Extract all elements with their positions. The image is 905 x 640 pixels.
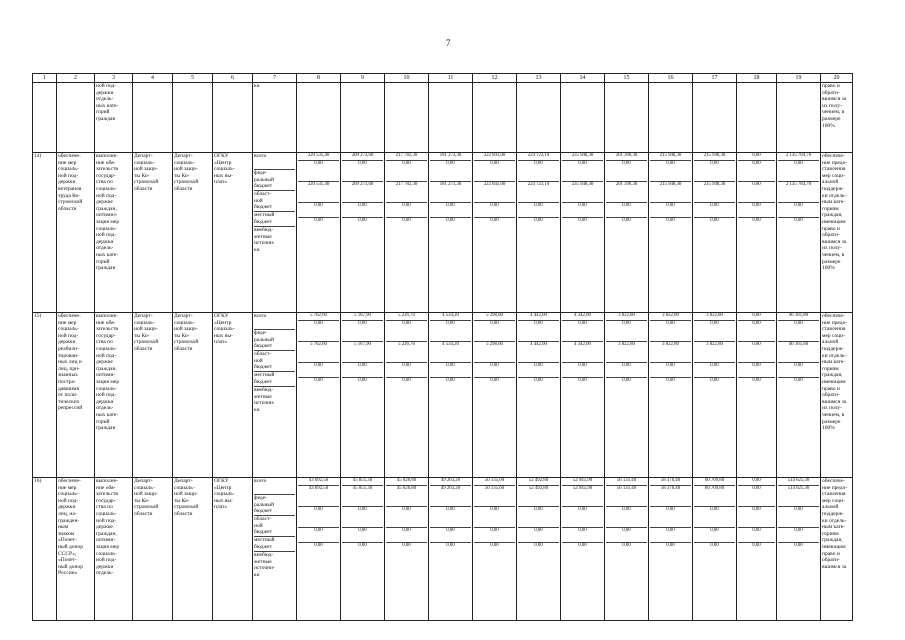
- amount-value: 0,00: [342, 320, 383, 341]
- amount-value: 0,00: [298, 377, 339, 390]
- funding-source-label: феде- ральный бюджет: [254, 169, 295, 190]
- column-number-cell: 8: [297, 74, 341, 83]
- amount-value: 181 273,30: [439, 153, 462, 158]
- amount-cell: [649, 313, 693, 478]
- amount-cell: [297, 478, 341, 621]
- amount-value: 0,00: [298, 320, 339, 341]
- amount-cell: [777, 153, 821, 313]
- amount-value: 0,00: [778, 362, 819, 377]
- amount-value: 0,00: [342, 377, 383, 390]
- amount-value: 0,00: [752, 153, 761, 158]
- amount-value: 209 273,60: [351, 153, 374, 158]
- amount-value: 0,00: [386, 160, 427, 181]
- amount-value: 0,00: [518, 527, 559, 542]
- amount-value: 60 709,80: [704, 478, 725, 483]
- amount-cell: [693, 478, 737, 621]
- amount-value: 0,00: [562, 542, 603, 555]
- column-number-cell: 2: [57, 74, 95, 83]
- amount-value: 0,00: [298, 362, 339, 377]
- participant-cell: ОГКУ «Центр социаль- ных вы- плат»: [213, 313, 253, 478]
- amount-value: 0,00: [606, 527, 647, 542]
- amount-value: 46 181,80: [788, 313, 809, 318]
- amount-value: 43 092,50: [298, 485, 339, 506]
- amount-value: 0,00: [386, 320, 427, 341]
- amount-value: 4 342,00: [574, 313, 591, 318]
- amount-value: 5 298,00: [474, 341, 515, 362]
- amount-value: 0,00: [474, 217, 515, 230]
- amount-value: 0,00: [342, 160, 383, 181]
- column-number-cell: 1: [33, 74, 57, 83]
- amount-value: 0,00: [562, 202, 603, 217]
- amount-cell: [385, 313, 429, 478]
- amount-value: 0,00: [518, 506, 559, 527]
- column-number-cell: 7: [253, 74, 297, 83]
- amount-value: 0,00: [474, 506, 515, 527]
- amount-value: 514 625,30: [778, 485, 819, 506]
- amount-value: 201 390,30: [606, 181, 647, 202]
- amount-value: 0,00: [738, 542, 775, 555]
- amount-value: 0,00: [298, 202, 339, 217]
- amount-value: 0,00: [474, 362, 515, 377]
- amount-cell: [473, 478, 517, 621]
- table-row: [33, 478, 853, 621]
- amount-value: 0,00: [650, 506, 691, 527]
- funding-source-label: област- ной бюджет: [254, 515, 295, 536]
- amount-value: 0,00: [694, 320, 735, 341]
- amount-value: 5 167,90: [342, 341, 383, 362]
- amount-value: 0,00: [738, 362, 775, 377]
- amount-value: 0,00: [430, 377, 471, 390]
- amount-cell: [385, 153, 429, 313]
- amount-value: 49 263,20: [430, 485, 471, 506]
- participant-cell: ОГКУ «Центр социаль- ных вы- плат»: [213, 478, 253, 621]
- funding-source-label: внебюд- жетные источни- ки: [254, 386, 295, 413]
- funding-source-label: внебюд- жетные источни- ки: [254, 551, 295, 578]
- measure-name-cell: обеспече- ние мер социаль- ной под- держки ветеранов труда Ко- стромской области: [57, 153, 95, 313]
- amount-value: 0,00: [342, 362, 383, 377]
- amount-cell: [561, 478, 605, 621]
- amount-value: 215 948,30: [694, 181, 735, 202]
- amount-value: 0,00: [562, 320, 603, 341]
- amount-value: 0,00: [606, 542, 647, 555]
- goal-cell: выполне- ние обя- зательств государ- ства по социаль- ной под- держке граждан, оптимиз- зация мер социаль- ной под- держки отдель- ных кате- горий граждан: [95, 153, 133, 313]
- column-number-cell: 18: [737, 74, 777, 83]
- amount-value: 3 822,80: [606, 341, 647, 362]
- amount-value: 222 841,00: [483, 153, 506, 158]
- amount-value: 0,00: [778, 320, 819, 341]
- amount-cell: [693, 313, 737, 478]
- amount-value: 49 263,20: [440, 478, 461, 483]
- amount-value: 0,00: [342, 527, 383, 542]
- amount-value: 235 948,30: [571, 153, 594, 158]
- amount-value: 4 442,00: [530, 313, 547, 318]
- amount-cell: [429, 478, 473, 621]
- amount-value: 0,00: [298, 542, 339, 555]
- amount-value: 0,00: [738, 377, 775, 390]
- amount-value: 50 135,60: [474, 485, 515, 506]
- amount-cell: [693, 153, 737, 313]
- amount-value: 514 625,30: [787, 478, 810, 483]
- amount-cell: [341, 313, 385, 478]
- amount-value: 0,00: [518, 202, 559, 217]
- amount-cell: [429, 313, 473, 478]
- amount-value: 0,00: [386, 377, 427, 390]
- amount-cell: [737, 153, 777, 313]
- expected-result-cell: обеспече- ние предо- ставления мер соци- альной поддерж- ки отдель- ным кате- гориям граждан, имеющим право и обрати- вшимся за их полу- чением, в размере 100%: [821, 313, 853, 478]
- amount-value: 5 702,60: [298, 341, 339, 362]
- amount-value: 0,00: [738, 527, 775, 542]
- amount-value: 0,00: [694, 217, 735, 230]
- amount-value: 224 723,10: [527, 153, 550, 158]
- amount-value: 0,00: [562, 506, 603, 527]
- amount-value: 2 135 784,70: [785, 153, 812, 158]
- amount-value: 52 945,90: [572, 478, 593, 483]
- amount-cell: [341, 153, 385, 313]
- funding-source-cell: [253, 153, 297, 313]
- table-row: [33, 313, 853, 478]
- participant-cell: ОГКУ «Центр социаль- ных вы- плат»: [213, 153, 253, 313]
- amount-value: 45 851,30: [342, 485, 383, 506]
- amount-value: 5 298,00: [486, 313, 503, 318]
- row-number-cell: 14): [33, 153, 57, 313]
- column-number-cell: 13: [517, 74, 561, 83]
- amount-value: 181 273,30: [430, 181, 471, 202]
- amount-value: 235 948,30: [562, 181, 603, 202]
- amount-value: 5 702,60: [310, 313, 327, 318]
- amount-value: 0,00: [518, 362, 559, 377]
- amount-cell: [561, 153, 605, 313]
- amount-value: 0,00: [474, 527, 515, 542]
- amount-value: 0,00: [430, 506, 471, 527]
- amount-value: 3 822,80: [706, 313, 723, 318]
- amount-value: 217 782,30: [395, 153, 418, 158]
- funding-source-label: феде- ральный бюджет: [254, 494, 295, 515]
- amount-cell: [561, 313, 605, 478]
- amount-cell: [517, 313, 561, 478]
- amount-value: 0,00: [778, 506, 819, 527]
- amount-value: 0,00: [518, 377, 559, 390]
- measure-name-cell: обеспече- ние мер социаль- ной под- держки реабили- тирован- ных лиц и лиц, при- знанных постра- давшими от поли- тических репрессий: [57, 313, 95, 478]
- amount-value: 215 948,30: [650, 181, 691, 202]
- amount-value: 0,00: [606, 160, 647, 181]
- amount-value: 0,00: [298, 160, 339, 181]
- amount-value: 0,00: [298, 527, 339, 542]
- amount-value: 0,00: [430, 542, 471, 555]
- coexecutor-cell: Департ- социаль- ной защи- ты Ко- стромской области: [173, 478, 213, 621]
- amount-value: 0,00: [386, 217, 427, 230]
- column-number-cell: 14: [561, 74, 605, 83]
- amount-value: 209 273,60: [342, 181, 383, 202]
- amount-value: 4 342,00: [562, 341, 603, 362]
- amount-value: 0,00: [474, 542, 515, 555]
- amount-cell: [737, 313, 777, 478]
- column-number-cell: 6: [213, 74, 253, 83]
- funding-source-cell: [253, 478, 297, 621]
- amount-value: 0,00: [778, 377, 819, 390]
- amount-value: 0,00: [430, 217, 471, 230]
- amount-value: 0,00: [298, 506, 339, 527]
- amount-value: 0,00: [778, 542, 819, 555]
- column-number-cell: 11: [429, 74, 473, 83]
- amount-value: 0,00: [606, 202, 647, 217]
- amount-value: 0,00: [650, 202, 691, 217]
- amount-value: 0,00: [738, 506, 775, 527]
- responsible-cell: Департ- социаль- ной защи- ты Ко- стромской области: [133, 313, 173, 478]
- amount-value: 0,00: [694, 542, 735, 555]
- amount-cell: [777, 313, 821, 478]
- amount-value: 4 442,00: [518, 341, 559, 362]
- amount-value: 52 492,80: [528, 478, 549, 483]
- amount-value: 0,00: [778, 160, 819, 181]
- amount-value: 0,00: [518, 542, 559, 555]
- amount-value: 0,00: [738, 202, 775, 217]
- measure-name-cell: обеспече- ние мер социаль- ной под- держки лиц, на- гражден- ным знаком «Почет- ный донор СССР», «Почет- ный донор России»: [57, 478, 95, 621]
- amount-cell: [297, 313, 341, 478]
- amount-value: 0,00: [778, 527, 819, 542]
- funding-source-label: област- ной бюджет: [254, 190, 295, 211]
- amount-value: 60 709,80: [694, 485, 735, 506]
- amount-cell: [605, 313, 649, 478]
- expected-result-cell: обеспече- ние предо- ставления мер соци- альной поддерж- ки отдель- ным кате- гориям граждан, имеющим право и обрати- вшимся за их полу- чением, в размере 100%: [821, 153, 853, 313]
- amount-value: 0,00: [562, 160, 603, 181]
- amount-cell: [341, 478, 385, 621]
- row-number-cell: 15): [33, 313, 57, 478]
- amount-value: 0,00: [694, 377, 735, 390]
- amount-value: 0,00: [562, 527, 603, 542]
- amount-value: 0,00: [430, 527, 471, 542]
- amount-value: 224 723,10: [518, 181, 559, 202]
- amount-value: 217 782,30: [386, 181, 427, 202]
- amount-value: 0,00: [342, 217, 383, 230]
- amount-value: 0,00: [386, 362, 427, 377]
- amount-value: 58 376,40: [660, 478, 681, 483]
- amount-value: 0,00: [694, 362, 735, 377]
- amount-cell: [385, 478, 429, 621]
- amount-value: 0,00: [474, 160, 515, 181]
- amount-value: 0,00: [474, 377, 515, 390]
- amount-value: 52 945,90: [562, 485, 603, 506]
- funding-source-label: местный бюджет: [254, 371, 295, 386]
- amount-value: 2 135 784,70: [778, 181, 819, 202]
- amount-value: 0,00: [474, 320, 515, 341]
- coexecutor-cell: Департ- социаль- ной защи- ты Ко- стромской области: [173, 313, 213, 478]
- amount-value: 201 390,30: [615, 153, 638, 158]
- amount-cell: [605, 478, 649, 621]
- amount-value: 45 626,80: [396, 478, 417, 483]
- goal-cell: выполне- ние обя- зательств государ- ства по социаль- ной под- держке граждан, оптими- зация мер социаль- ной под- держки отдель-: [95, 478, 133, 621]
- amount-cell: [517, 153, 561, 313]
- amount-value: 0,00: [562, 217, 603, 230]
- amount-value: 56 131,40: [616, 478, 637, 483]
- amount-value: 0,00: [342, 542, 383, 555]
- funding-source-label: всего: [254, 153, 267, 159]
- amount-value: 0,00: [778, 202, 819, 217]
- amount-value: 0,00: [650, 377, 691, 390]
- amount-cell: [517, 478, 561, 621]
- amount-value: 0,00: [562, 362, 603, 377]
- amount-value: 0,00: [474, 202, 515, 217]
- funding-source-label: област- ной бюджет: [254, 350, 295, 371]
- amount-value: 0,00: [342, 202, 383, 217]
- column-number-cell: 19: [777, 74, 821, 83]
- expected-result-cell: обеспече- ние предо- ставления мер соци- альной поддерж- ки отдель- ным кате- гориям граждан, имеющим право и обрати- вшимся за: [821, 478, 853, 621]
- amount-value: 3 822,80: [694, 341, 735, 362]
- amount-value: 0,00: [738, 181, 775, 202]
- amount-cell: [649, 478, 693, 621]
- column-number-cell: 16: [649, 74, 693, 83]
- amount-value: 215 948,30: [659, 153, 682, 158]
- amount-value: 220 535,40: [307, 153, 330, 158]
- funding-source-label: феде- ральный бюджет: [254, 329, 295, 350]
- amount-value: 58 376,40: [650, 485, 691, 506]
- amount-value: 0,00: [606, 217, 647, 230]
- amount-value: 0,00: [518, 320, 559, 341]
- amount-value: 0,00: [694, 506, 735, 527]
- amount-value: 5 167,90: [354, 313, 371, 318]
- amount-value: 0,00: [650, 320, 691, 341]
- column-number-cell: 4: [133, 74, 173, 83]
- column-number-cell: 5: [173, 74, 213, 83]
- amount-value: 5 226,70: [386, 341, 427, 362]
- funding-source-cell: [253, 313, 297, 478]
- amount-value: 0,00: [650, 160, 691, 181]
- amount-value: 0,00: [606, 362, 647, 377]
- continuation-goal-cell: ной под- держки отдель- ных кате- горий граждан: [95, 83, 133, 153]
- program-measures-table: [32, 73, 853, 621]
- amount-value: 0,00: [694, 527, 735, 542]
- amount-value: 3 822,80: [650, 341, 691, 362]
- column-number-cell: 9: [341, 74, 385, 83]
- amount-value: 0,00: [606, 506, 647, 527]
- amount-value: 215 948,30: [703, 153, 726, 158]
- amount-cell: [473, 153, 517, 313]
- amount-value: 46 181,80: [778, 341, 819, 362]
- funding-source-label: всего: [254, 313, 267, 319]
- amount-value: 50 135,60: [484, 478, 505, 483]
- amount-value: 0,00: [738, 160, 775, 181]
- amount-value: 45 626,80: [386, 485, 427, 506]
- amount-value: 0,00: [386, 506, 427, 527]
- amount-value: 0,00: [738, 320, 775, 341]
- amount-value: 0,00: [650, 362, 691, 377]
- amount-value: 0,00: [752, 478, 761, 483]
- amount-value: 0,00: [298, 217, 339, 230]
- amount-value: 0,00: [650, 217, 691, 230]
- amount-value: 0,00: [650, 542, 691, 555]
- amount-value: 5 226,70: [398, 313, 415, 318]
- amount-value: 222 841,00: [474, 181, 515, 202]
- funding-source-label: всего: [254, 478, 267, 484]
- amount-value: 0,00: [752, 313, 761, 318]
- amount-value: 3 822,80: [662, 313, 679, 318]
- amount-value: 0,00: [518, 160, 559, 181]
- continuation-row: [33, 83, 853, 153]
- amount-value: 52 492,80: [518, 485, 559, 506]
- amount-value: 0,00: [778, 217, 819, 230]
- amount-value: 0,00: [430, 320, 471, 341]
- amount-value: 0,00: [650, 527, 691, 542]
- amount-cell: [777, 478, 821, 621]
- amount-value: 0,00: [562, 377, 603, 390]
- amount-value: 220 535,40: [298, 181, 339, 202]
- amount-value: 0,00: [430, 160, 471, 181]
- amount-value: 4 534,20: [430, 341, 471, 362]
- amount-cell: [649, 153, 693, 313]
- amount-value: 0,00: [430, 362, 471, 377]
- amount-value: 0,00: [738, 485, 775, 506]
- funding-source-label: местный бюджет: [254, 536, 295, 551]
- column-number-cell: 17: [693, 74, 737, 83]
- amount-value: 0,00: [386, 527, 427, 542]
- column-number-cell: 10: [385, 74, 429, 83]
- table-row: [33, 153, 853, 313]
- amount-value: 43 092,50: [308, 478, 329, 483]
- amount-cell: [737, 478, 777, 621]
- goal-cell: выполне- ние обя- зательств государ- ства по социаль- ной под- держке граждан, оптими- зация мер социаль- ной под- держки отдель- ных кате- горий граждан: [95, 313, 133, 478]
- amount-value: 0,00: [738, 217, 775, 230]
- amount-value: 0,00: [342, 506, 383, 527]
- column-number-row: [33, 74, 853, 83]
- amount-cell: [605, 153, 649, 313]
- responsible-cell: Департ- социаль- ной защи- ты Ко- стромской области: [133, 478, 173, 621]
- row-number-cell: 16): [33, 478, 57, 621]
- amount-value: 0,00: [606, 320, 647, 341]
- amount-value: 56 131,40: [606, 485, 647, 506]
- column-number-cell: 3: [95, 74, 133, 83]
- amount-value: 0,00: [606, 377, 647, 390]
- amount-value: 0,00: [386, 202, 427, 217]
- responsible-cell: Департ- социаль- ной защи- ты Ко- стромской области: [133, 153, 173, 313]
- continuation-result-cell: право и обрати- вшимся за их полу- чением, в размере 100%: [821, 83, 853, 153]
- funding-source-label: внебюд- жетные источни- ки: [254, 226, 295, 253]
- amount-value: 0,00: [386, 542, 427, 555]
- amount-value: 0,00: [518, 217, 559, 230]
- amount-cell: [429, 153, 473, 313]
- amount-cell: [297, 153, 341, 313]
- column-number-cell: 12: [473, 74, 517, 83]
- funding-source-label: местный бюджет: [254, 211, 295, 226]
- amount-value: 4 534,20: [442, 313, 459, 318]
- column-number-cell: 15: [605, 74, 649, 83]
- coexecutor-cell: Департ- социаль- ной защи- ты Ко- стромской области: [173, 153, 213, 313]
- amount-value: 0,00: [738, 341, 775, 362]
- amount-value: 3 822,80: [618, 313, 635, 318]
- amount-value: 0,00: [430, 202, 471, 217]
- page-number: 7: [446, 38, 451, 48]
- column-number-cell: 20: [821, 74, 853, 83]
- continuation-source-cell: ки: [253, 83, 297, 153]
- amount-value: 0,00: [694, 202, 735, 217]
- amount-value: 0,00: [694, 160, 735, 181]
- amount-value: 45 851,30: [352, 478, 373, 483]
- amount-cell: [473, 313, 517, 478]
